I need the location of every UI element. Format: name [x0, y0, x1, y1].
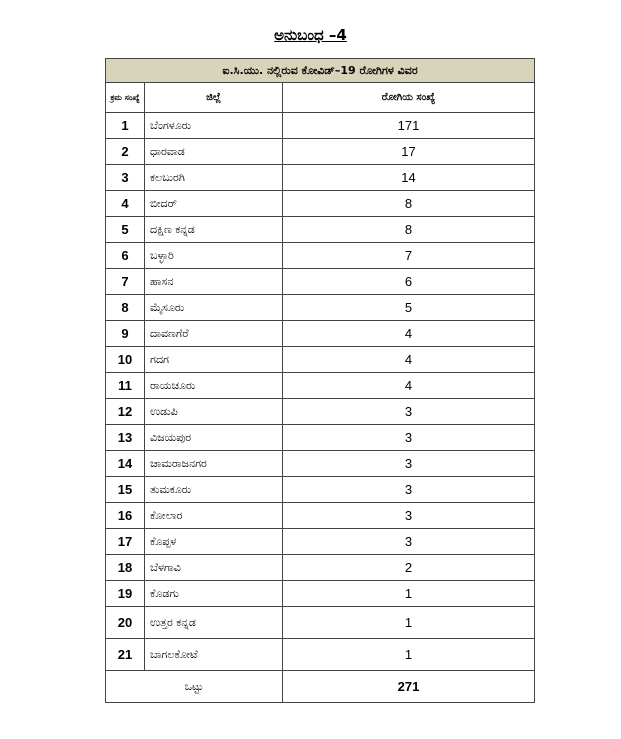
table-row — [106, 451, 535, 477]
table-row — [106, 243, 535, 269]
serial-no-cell: 15 — [106, 477, 145, 503]
patient-count-cell: 4 — [283, 373, 535, 399]
district-cell: ಗದಗ — [145, 347, 283, 373]
page-heading — [0, 26, 621, 44]
patient-count-cell: 5 — [283, 295, 535, 321]
district-cell: ವಿಜಯಪುರ — [145, 425, 283, 451]
district-cell: ಕೋಲಾರ — [145, 503, 283, 529]
serial-no-cell: 16 — [106, 503, 145, 529]
table-row — [106, 399, 535, 425]
header-serial-no: ಕ್ರಮ ಸಂಖ್ಯೆ — [106, 83, 145, 113]
district-cell: ತುಮಕೂರು — [145, 477, 283, 503]
district-cell: ಚಾಮರಾಜನಗರ — [145, 451, 283, 477]
patient-count-cell: 3 — [283, 451, 535, 477]
patient-count-cell: 17 — [283, 139, 535, 165]
patient-count-cell: 8 — [283, 217, 535, 243]
serial-no-cell: 8 — [106, 295, 145, 321]
district-cell: ಬಾಗಲಕೋಟೆ — [145, 639, 283, 671]
serial-no-cell: 13 — [106, 425, 145, 451]
table-row — [106, 191, 535, 217]
table-row — [106, 425, 535, 451]
table-row — [106, 639, 535, 671]
serial-no-cell: 9 — [106, 321, 145, 347]
table-row — [106, 477, 535, 503]
header-patient-count: ರೋಗಿಯ ಸಂಖ್ಯೆ — [283, 83, 535, 113]
district-cell: ಉತ್ತರ ಕನ್ನಡ — [145, 607, 283, 639]
district-cell: ಹಾಸನ — [145, 269, 283, 295]
serial-no-cell: 7 — [106, 269, 145, 295]
table-row — [106, 113, 535, 139]
patient-count-cell: 3 — [283, 399, 535, 425]
patient-count-cell: 3 — [283, 477, 535, 503]
serial-no-cell: 4 — [106, 191, 145, 217]
serial-no-cell: 1 — [106, 113, 145, 139]
patient-count-cell: 3 — [283, 503, 535, 529]
patient-count-cell: 14 — [283, 165, 535, 191]
district-cell: ಬಳ್ಳಾರಿ — [145, 243, 283, 269]
serial-no-cell: 11 — [106, 373, 145, 399]
total-value: 271 — [283, 671, 535, 703]
table-row — [106, 139, 535, 165]
serial-no-cell: 19 — [106, 581, 145, 607]
district-cell: ಧಾರವಾಡ — [145, 139, 283, 165]
table-row — [106, 347, 535, 373]
table-title: ಐ.ಸಿ.ಯು. ನಲ್ಲಿರುವ ಕೋವಿಡ್–19 ರೋಗಿಗಳ ವಿವರ — [106, 59, 535, 83]
table-title-row — [106, 59, 535, 83]
patient-count-cell: 4 — [283, 347, 535, 373]
serial-no-cell: 21 — [106, 639, 145, 671]
serial-no-cell: 14 — [106, 451, 145, 477]
icu-patients-table — [105, 58, 535, 703]
serial-no-cell: 20 — [106, 607, 145, 639]
district-cell: ದಾವಣಗೆರೆ — [145, 321, 283, 347]
district-cell: ಕೊಪ್ಪಳ — [145, 529, 283, 555]
table-row — [106, 373, 535, 399]
patient-count-cell: 1 — [283, 581, 535, 607]
district-cell: ಬೆಂಗಳೂರು — [145, 113, 283, 139]
patient-count-cell: 8 — [283, 191, 535, 217]
table-row — [106, 607, 535, 639]
patient-count-cell: 1 — [283, 639, 535, 671]
district-cell: ಉಡುಪಿ — [145, 399, 283, 425]
district-cell: ಮೈಸೂರು — [145, 295, 283, 321]
serial-no-cell: 5 — [106, 217, 145, 243]
table-row — [106, 217, 535, 243]
district-cell: ಕೊಡಗು — [145, 581, 283, 607]
patient-count-cell: 6 — [283, 269, 535, 295]
total-label: ಒಟ್ಟು — [106, 671, 283, 703]
table-row — [106, 165, 535, 191]
patient-count-cell: 1 — [283, 607, 535, 639]
serial-no-cell: 17 — [106, 529, 145, 555]
table-row — [106, 295, 535, 321]
patient-count-cell: 2 — [283, 555, 535, 581]
serial-no-cell: 18 — [106, 555, 145, 581]
serial-no-cell: 3 — [106, 165, 145, 191]
district-cell: ದಕ್ಷಿಣ ಕನ್ನಡ — [145, 217, 283, 243]
patient-count-cell: 7 — [283, 243, 535, 269]
district-cell: ಬೆಳಗಾವಿ — [145, 555, 283, 581]
heading-text: ಅನುಬಂಧ –4 — [274, 26, 347, 44]
patient-count-cell: 3 — [283, 529, 535, 555]
serial-no-cell: 10 — [106, 347, 145, 373]
table-row — [106, 581, 535, 607]
table-row — [106, 321, 535, 347]
patient-count-cell: 171 — [283, 113, 535, 139]
table-header-row — [106, 83, 535, 113]
table-row — [106, 269, 535, 295]
patient-count-cell: 4 — [283, 321, 535, 347]
serial-no-cell: 12 — [106, 399, 145, 425]
header-district: ಜಿಲ್ಲೆ — [145, 83, 283, 113]
patient-count-cell: 3 — [283, 425, 535, 451]
district-cell: ರಾಯಚೂರು — [145, 373, 283, 399]
district-cell: ಬೀದರ್ — [145, 191, 283, 217]
serial-no-cell: 6 — [106, 243, 145, 269]
table-row — [106, 555, 535, 581]
table-row — [106, 529, 535, 555]
table-row — [106, 503, 535, 529]
serial-no-cell: 2 — [106, 139, 145, 165]
total-row — [106, 671, 535, 703]
district-cell: ಕಲಬುರಗಿ — [145, 165, 283, 191]
